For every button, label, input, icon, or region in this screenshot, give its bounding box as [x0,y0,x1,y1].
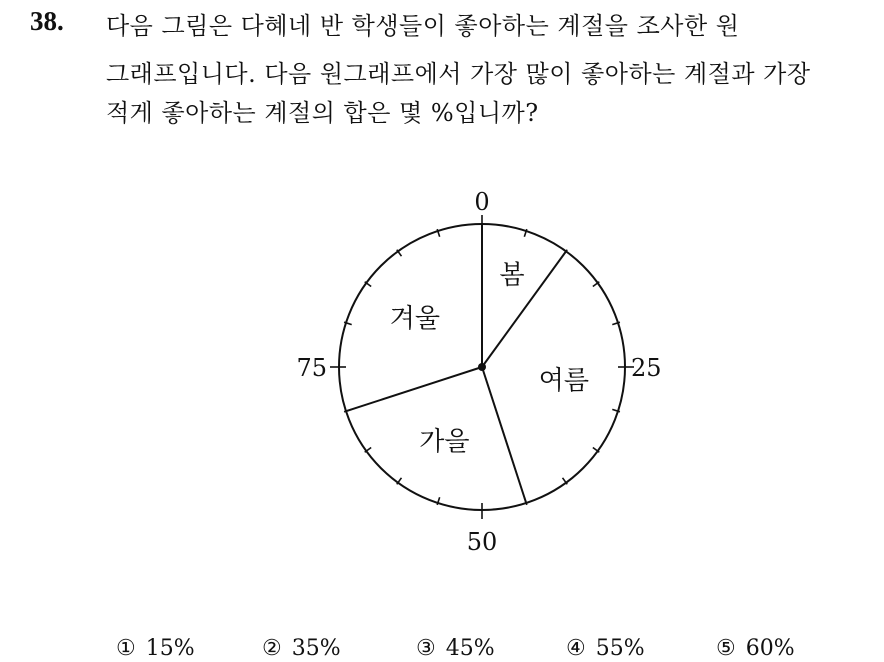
choice-2[interactable] [262,636,341,661]
scale-label-0: 0 [474,188,490,216]
choice-3-mark: ③ [416,636,436,661]
choice-4-mark: ④ [566,636,586,661]
center-dot [478,363,486,371]
choice-4[interactable] [566,636,645,661]
slice-label-1: 봄 [499,260,525,291]
choice-2-mark: ② [262,636,282,661]
question-line-2: 그래프입니다. 다음 원그래프에서 가장 많이 좋아하는 계절과 가장 [106,60,811,88]
slice-label-4: 겨울 [389,304,441,335]
slice-label-3: 가을 [419,426,470,457]
choice-1-mark: ① [116,636,136,661]
scale-label-25: 25 [631,354,662,382]
question-number: 38. [30,6,64,36]
slice-boundary [482,367,526,503]
scale-label-50: 50 [466,528,498,556]
choice-3-text: 45% [445,636,495,661]
scale-label-75: 75 [296,354,327,382]
question-line-1: 다음 그림은 다혜네 반 학생들이 좋아하는 계절을 조사한 원 [106,12,740,40]
answer-choices [0,636,884,662]
choice-4-text: 55% [595,636,645,661]
choice-1[interactable] [116,636,195,661]
slice-label-2: 여름 [538,365,590,396]
choice-5-mark: ⑤ [716,636,736,661]
choice-5-text: 60% [745,636,795,661]
question-line-3: 적게 좋아하는 계절의 합은 몇 %입니까? [106,99,539,127]
slice-boundary [346,367,482,411]
choice-3[interactable] [416,636,495,661]
choice-2-text: 35% [291,636,341,661]
choice-1-text: 15% [145,636,195,661]
choice-5[interactable] [716,636,795,661]
